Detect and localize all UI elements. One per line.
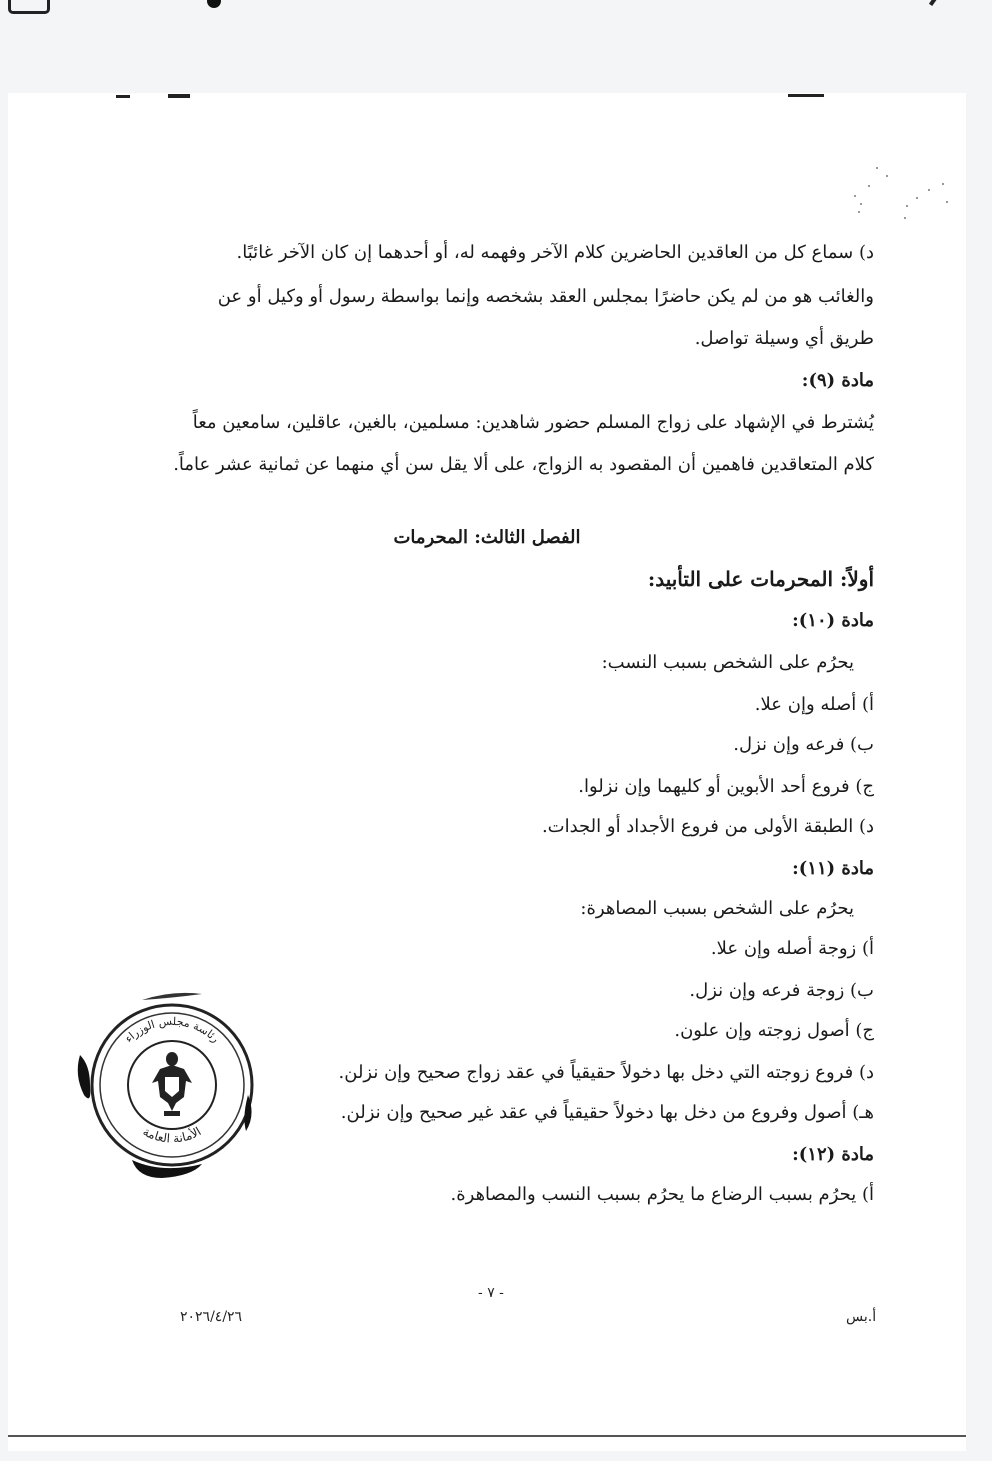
scan-specks: [846, 155, 966, 225]
article-12-title: مادة (١٢):: [792, 1144, 874, 1165]
article-11-intro: يحرُم على الشخص بسبب المصاهرة:: [580, 898, 854, 919]
article-11-item: أ) زوجة أصله وإن علا.: [710, 938, 874, 959]
document-date: ٢٠٢٦/٤/٢٦: [180, 1309, 243, 1325]
document-page: [8, 93, 966, 1451]
article-10-item: د) الطبقة الأولى من فروع الأجداد أو الجدات.: [541, 816, 874, 837]
scan-mark: [168, 94, 190, 98]
article-10-item: ج) فروع أحد الأبوين أو كليهما وإن نزلوا.: [578, 776, 874, 797]
article-10-intro: يحرُم على الشخص بسبب النسب:: [601, 652, 854, 673]
article-11-title: مادة (١١):: [792, 858, 874, 879]
seal-bottom-text: الأمانة العامة: [140, 1124, 204, 1146]
chapter-heading: الفصل الثالث: المحرمات: [393, 527, 581, 548]
article-9-line2: كلام المتعاقدين فاهمين أن المقصود به الزواج، على ألا يقل سن أي منهما عن ثمانية عشر عاماً.: [173, 454, 874, 475]
article-9-line1: يُشترط في الإشهاد على زواج المسلم حضور شاهدين: مسلمين، بالغين، عاقلين، سامعين معاً: [192, 412, 874, 433]
article-9-title: مادة (٩):: [801, 370, 874, 391]
article-11-item: د) فروع زوجته التي دخل بها دخولاً حقيقياً في عقد زواج صحيح وإن نزلن.: [338, 1062, 874, 1083]
dot-indicator-icon: [207, 0, 221, 8]
article-11-item: ب) زوجة فرعه وإن نزل.: [689, 980, 874, 1001]
edit-icon[interactable]: [929, 0, 939, 6]
clause-d: د) سماع كل من العاقدين الحاضرين كلام الآخر وفهمه له، أو أحدهما إن كان الآخر غائبًا.: [236, 242, 874, 263]
official-seal-icon: [72, 985, 272, 1185]
scan-mark: [8, 1435, 966, 1437]
share-icon[interactable]: [8, 0, 50, 14]
section-heading: أولاً: المحرمات على التأبيد:: [647, 567, 874, 591]
absent-definition-line1: والغائب هو من لم يكن حاضرًا بمجلس العقد بشخصه وإنما بواسطة رسول أو وكيل أو عن: [217, 286, 874, 307]
scan-mark: [788, 94, 824, 97]
author-initials: أ.بس: [846, 1309, 877, 1325]
scan-mark: [116, 95, 130, 98]
article-10-item: ب) فرعه وإن نزل.: [733, 734, 874, 755]
svg-text:الأمانة العامة: [141, 1124, 204, 1145]
seal-top-text: رئاسة مجلس الوزراء: [122, 1014, 222, 1046]
page-number: - ٧ -: [478, 1285, 504, 1301]
article-11-item: هـ) أصول وفروع من دخل بها دخولاً حقيقياً في عقد غير صحيح وإن نزلن.: [340, 1102, 874, 1123]
article-10-title: مادة (١٠):: [792, 610, 874, 631]
viewer-top-bar: [0, 0, 992, 62]
article-10-item: أ) أصله وإن علا.: [754, 694, 874, 715]
absent-definition-line2: طريق أي وسيلة تواصل.: [694, 328, 874, 349]
article-11-item: ج) أصول زوجته وإن علون.: [674, 1020, 874, 1041]
article-12-item: أ) يحرُم بسبب الرضاع ما يحرُم بسبب النسب والمصاهرة.: [450, 1184, 874, 1205]
